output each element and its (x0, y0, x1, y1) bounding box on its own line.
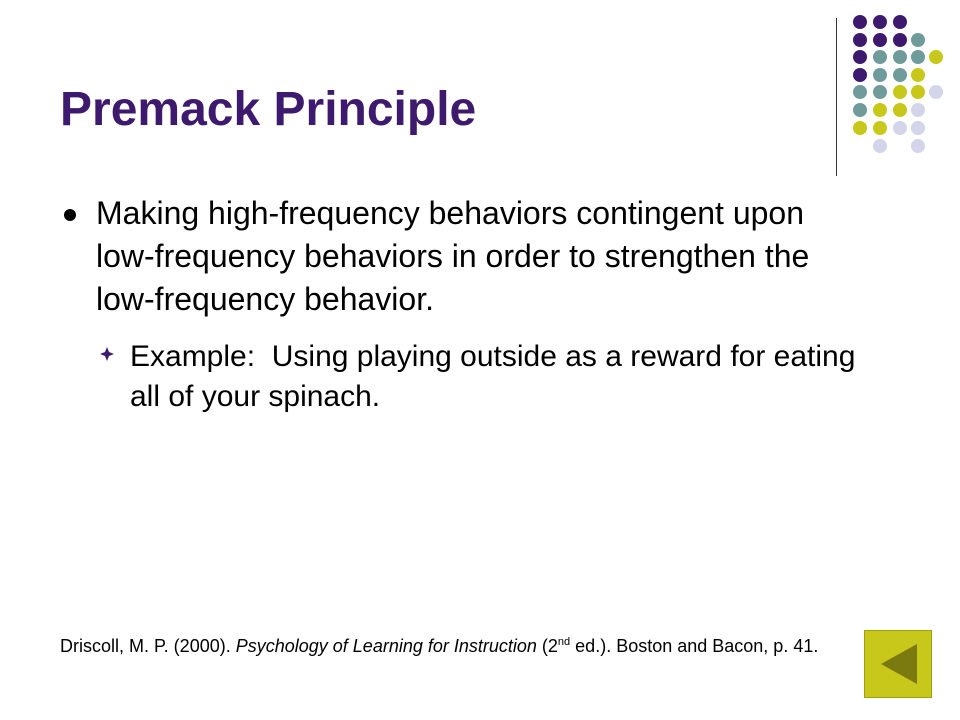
diamond-bullet-icon (100, 347, 114, 361)
sub-bullet-label: Example: (130, 340, 256, 373)
back-triangle-icon (865, 631, 931, 697)
slide-title: Premack Principle (60, 83, 477, 136)
main-bullet (60, 192, 860, 321)
decorative-dot (911, 121, 925, 135)
reference-edition-sup: nd (557, 636, 571, 648)
content-body (60, 192, 860, 417)
back-button[interactable] (864, 630, 932, 698)
decorative-dot (853, 33, 867, 47)
decorative-dot (911, 68, 925, 82)
decorative-dot (873, 103, 887, 117)
decorative-dot (893, 50, 907, 64)
decorative-dot (893, 33, 907, 47)
reference-author: Driscoll, M. P. (2000). (60, 636, 236, 656)
reference-publisher: ed.). Boston and Bacon, p. 41. (570, 636, 819, 656)
sub-bullet (60, 337, 860, 417)
decorative-dot (911, 85, 925, 99)
decorative-dot (873, 139, 887, 153)
decorative-dot (853, 15, 867, 29)
reference-book-title: Psychology of Learning for Instruction (235, 636, 537, 656)
reference-edition: (2 (536, 636, 558, 656)
reference-citation (60, 630, 884, 658)
decorative-dot (873, 121, 887, 135)
decorative-dot (873, 33, 887, 47)
main-bullet-text: Making high-frequency behaviors contingent upon low-frequency behaviors in order to strengthen the low-frequency behavior. (96, 195, 810, 317)
decorative-dot (873, 15, 887, 29)
decorative-dot (873, 50, 887, 64)
decorative-dot (893, 103, 907, 117)
decorative-dot (853, 50, 867, 64)
decorative-dot (853, 103, 867, 117)
decorative-dot-grid (0, 0, 960, 190)
decorative-dot (873, 68, 887, 82)
decorative-dot (873, 85, 887, 99)
decorative-dot (893, 68, 907, 82)
decorative-dot (893, 15, 907, 29)
bullet-dot-icon (64, 209, 76, 221)
decorative-dot (853, 121, 867, 135)
decorative-dot (911, 50, 925, 64)
decorative-dot (911, 139, 925, 153)
sub-bullet-text: Using playing outside as a reward for eating all of your spinach. (130, 340, 856, 413)
decorative-dot (853, 68, 867, 82)
decorative-dot (911, 103, 925, 117)
decorative-dot (853, 85, 867, 99)
decorative-dot (929, 50, 943, 64)
decorative-dot (911, 33, 925, 47)
decorative-dot (929, 85, 943, 99)
decorative-dot (893, 85, 907, 99)
decorative-dot (893, 121, 907, 135)
